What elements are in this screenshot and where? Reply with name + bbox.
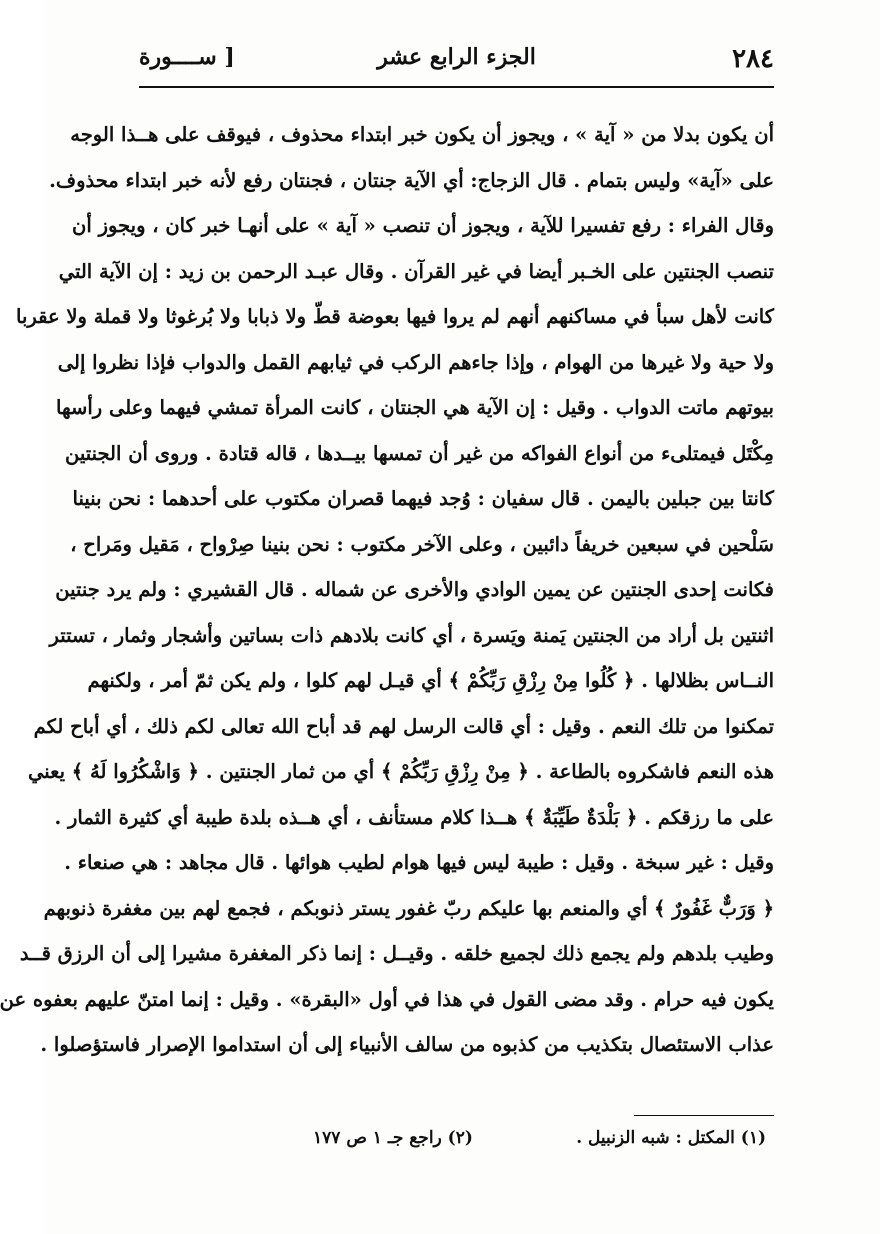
header-rule [139, 86, 774, 88]
running-title: الجزء الرابع عشر [377, 44, 536, 70]
text-line: تنصب الجنتين على الخـبر أيضا في غير القرآن . وقال عبـد الرحمن بن زيد : إن الآية التي [58, 259, 774, 283]
footnote-rule [634, 1115, 774, 1116]
footnote-1: (١) المكتل : شبه الزنبيل . [576, 1128, 766, 1148]
text-line: أن يكون بدلا من « آية » ، ويجوز أن يكون خبر ابتداء محذوف ، فيوقف على هــذا الوجه [70, 123, 774, 146]
footnote-2: (٢) راجع جـ ١ ص ١٧٧ [313, 1128, 473, 1148]
text-line: كانتا بين جبلين باليمن . قال سفيان : وُجد فيهما قصران مكتوب على أحدهما : نحن بنينا [72, 487, 774, 510]
text-line: وقال الفراء : رفع تفسيرا للآية ، ويجوز أن تنصب « آية » على أنهـا خبر كان ، ويجوز أن [72, 214, 774, 237]
footnotes [313, 1128, 766, 1160]
text-line: وقيل : غير سبخة . وقيل : طيبة ليس فيها هوام لطيب هوائها . قال مجاهد : هي صنعاء . [64, 851, 774, 874]
text-line: ولا حية ولا غيرها من الهوام ، وإذا جاءهم الركب في ثيابهم القمل والدواب فإذا نظروا إلى [57, 350, 774, 374]
surah-label: [ ســــورة [139, 44, 235, 70]
text-line: وطيب بلدهم ولم يجمع ذلك لجميع خلقه . وقيــل : إنما ذكر المغفرة مشيرا إلى أن الرزق قــد [19, 942, 774, 965]
body-text [0, 112, 774, 1068]
text-line: يكون فيه حرام . وقد مضى القول في هذا في أول «البقرة» . وقيل : إنما امتنّ عليهم بعفوه عن [0, 987, 774, 1011]
text-line: سَلْحين في سبعين خريفاً دائبين ، وعلى الآخر مكتوب : نحن بنينا صِرْواح ، مَقيل ومَراح ، [70, 532, 774, 556]
text-line: هذه النعم فاشكروه بالطاعة . ﴿ مِنْ رِزْقِ رَبِّكُمْ ﴾ أي من ثمار الجنتين . ﴿ وَاشْكُرُوا لَهُ ﴾ يعني [28, 760, 774, 783]
text-line: اثنتين بل أراد من الجنتين يَمنة ويَسرة ، أي كانت بلادهم ذات بساتين وأشجار وثمار ، تستتر [49, 623, 774, 647]
text-line: مِكْتَل فيمتلىء من أنواع الفواكه من غير أن تمسها بيــدها ، قاله قتادة . وروى أن الجنتين [64, 441, 774, 465]
text-line: تمكنوا من تلك النعم . وقيل : أي قالت الرسل لهم قد أباح الله تعالى لكم ذلك ، أي أباح لكم [33, 714, 774, 738]
text-line: كانت لأهل سبأ في مساكنهم أنهم لم يروا فيها بعوضة قطّ ولا ذبابا ولا بُرغوثا ولا قملة ولا عقربا [16, 305, 774, 328]
text-line: على «آية» وليس بتمام . قال الزجاج: أي الآية جنتان ، فجنتان رفع لأنه خبر ابتداء محذوف. [49, 168, 774, 192]
text-line: عذاب الاستئصال بتكذيب من كذبوه من سالف الأنبياء إلى أن استداموا الإصرار فاستؤصلوا . [40, 1033, 774, 1056]
text-line: بيوتهم ماتت الدواب . وقيل : إن الآية هي الجنتان ، كانت المرأة تمشي فيهما وعلى رأسها [56, 396, 774, 419]
page-number: ٢٨٤ [732, 44, 774, 74]
text-line: على ما رزقكم . ﴿ بَلْدَةٌ طَيِّبَةٌ ﴾ هــذا كلام مستأنف ، أي هــذه بلدة طيبة أي كثيرة الثمار . [54, 805, 774, 829]
text-line: فكانت إحدى الجنتين عن يمين الوادي والأخرى عن شماله . قال القشيري : ولم يرد جنتين [55, 578, 774, 601]
text-line: النــاس بظلالها . ﴿ كُلُوا مِنْ رِزْقِ رَبِّكُمْ ﴾ أي قيـل لهم كلوا ، ولم يكن ثمّ أمر ، ولكنهم [87, 669, 774, 692]
text-line: ﴿ وَرَبٌّ غَفُورٌ ﴾ أي والمنعم بها عليكم ربّ غفور يستر ذنوبكم ، فجمع لهم بين مغفرة ذنوبهم [43, 896, 774, 920]
page-header [139, 44, 774, 84]
